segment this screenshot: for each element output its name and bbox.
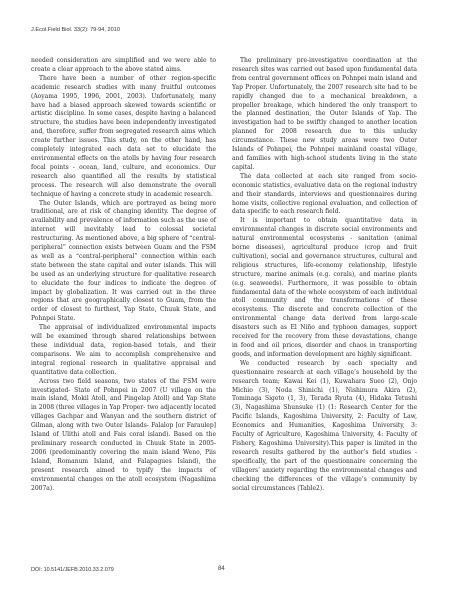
- paragraph: There have been a number of other region-specific academic research studies with many fruitful outcomes (Aoyama 1995, 1996, 2001, 2003). Unfortunately, many have had a biased approach skewed towards scientific or artistic discipline. In some cases, despite having a balanced structure, the studies have been independently investigated and, therefore, suffer from segregated research aims which create further issues. This study, on the other hand, has completely integrated each data set to elucidate the environmental effects on the atolls by having four research focal points - ocean, land, culture, and economics. Our research also quantified all the results by statistical process. The research will also demonstrate the overall technique of having a concrete study in academic research.: [31, 74, 216, 198]
- paragraph: The Outer Islands, which are portrayed as being more traditional, are at risk of changing identity. The degree of availability and prevalence of information such as the use of internet will inevitably lead to colossal societal restructuring. As mentioned above, a big sphere of “central-peripheral” connection exists between Guam and the FSM as well as a “central-peripheral” connection within each state between the state capital and outer islands. This will be used as an underlying structure for qualitative research to elucidate the four indices to indicate the degree of impact by globalization. It was carried out in the three regions that are geographically closest to Guam, from the order of closest to furthest, Yap State, Chuuk State, and Pohnpei State.: [31, 199, 216, 323]
- paragraph: The data collected at each site ranged from socio-economic statistics, evaluative data on the regional industry and their standards, interviews and questionnaires during home visits, collective regional evaluation, and collection of data specific to each research field.: [232, 172, 417, 216]
- journal-header: J.Ecol.Field Biol. 33(2): 79-94, 2010: [31, 27, 120, 33]
- paragraph: We conducted research by each specialty and questionnaire research at each village’s household by the research team; Kawai Kei (1), Kuwahara Sueo (2), Onjo Michio (3), Noda Shinichi (1), Nishimura Akira (2), Tominaga Sigeto (1, 3), Terada Ryuta (4), Hidaka Tetushi (3), Nagashima Shunsuke (1) (1: Research Center for the Pacific Islands, Kagoshima University, 2: Faculty of Law, Economics and Humanities, Kagoshima University, 3: Faculty of Agriculture, Kagoshima University, 4: Faculty of Fishery, Kagoshima University).This paper is limited in the research results gathered by the author’s field studies - specifically, the part of the questionnaire concerning the villagers’ anxiety regarding the environmental changes and checking the differences of the village’s community by social circumstances (Table2).: [232, 359, 417, 492]
- paragraph: Across two field seasons, two states of the FSM were investigated- State of Pohnpei in 2007 (U village on the main island, Mokil Atoll, and Pingelap Atoll) and Yap State in 2008 (three villages in Yap Proper- two adjacently located villages Gachpar and Wanyan and the southern district of Gilman, along with two Outer Islands- Falalop [or Faraulep] Island of Ulithi atoll and Fais coral island). Based on the preliminary research conducted in Chuuk State in 2005-2006 (predominantly covering the main island Weno, Piis Island, Romanum Island, and Falapagues Island), the present research aimed to typify the impacts of environmental changes on the atoll ecosystem (Nagashima 2007a).: [31, 377, 216, 492]
- paragraph: The appraisal of individualized environmental impacts will be examined through shared relationships between these individual data, region-based totals, and their comparisons. We aim to accomplish comprehensive and integral regional research in qualitative appraisal and quantitative data collection.: [31, 324, 216, 376]
- left-column: [31, 57, 216, 493]
- right-column: [232, 57, 417, 493]
- paragraph: The preliminary pre-investigative coordination at the research sites was carried out based upon fundamental data from central government offices on Pohnpei main island and Yap Proper. Unfortunately, the 2007 research site had to be rapidly changed due to a mechanical breakdown, a propeller breakage, which hindered the only transport to the planned destination, the Outer Islands of Yap. The investigation had to be swiftly changed to another location planned for 2008 research due to this unlucky circumstance. These new study areas were two Outer Islands of Pohnpei, the Pohnpei mainland coastal village, and families with high-school students living in the state capital.: [232, 57, 417, 171]
- paragraph: needed consideration are simplified and we were able to create a clear approach to the above stated aims.: [31, 57, 216, 73]
- doi-footer: DOI: 10.5141/JEFB.2010.33.2.079: [31, 567, 114, 573]
- page-number: 84: [218, 566, 225, 572]
- paragraph: It is important to obtain quantitative data in environmental changes in discrete social environments and natural environmental ecosystems - sanitation (animal borne diseases), agricultural produce (crop and fruit cultivation), social and governance structures, cultural and religious structures, life-economy relationship, lifestyle structure, marine animals (e.g. corals), and marine plants (e.g. seaweeds). Furthermore, it was possible to obtain fundamental data of the whole ecosystem of each individual atoll community and the transformations of these ecosystems. The discrete and concrete collection of the environmental change data derived from large-scale disasters such as El Niño and typhoon damages, support received for the recovery from these devastations, change in food and oil prices, disorder and chaos in transporting goods, and information development are highly significant.: [232, 217, 417, 358]
